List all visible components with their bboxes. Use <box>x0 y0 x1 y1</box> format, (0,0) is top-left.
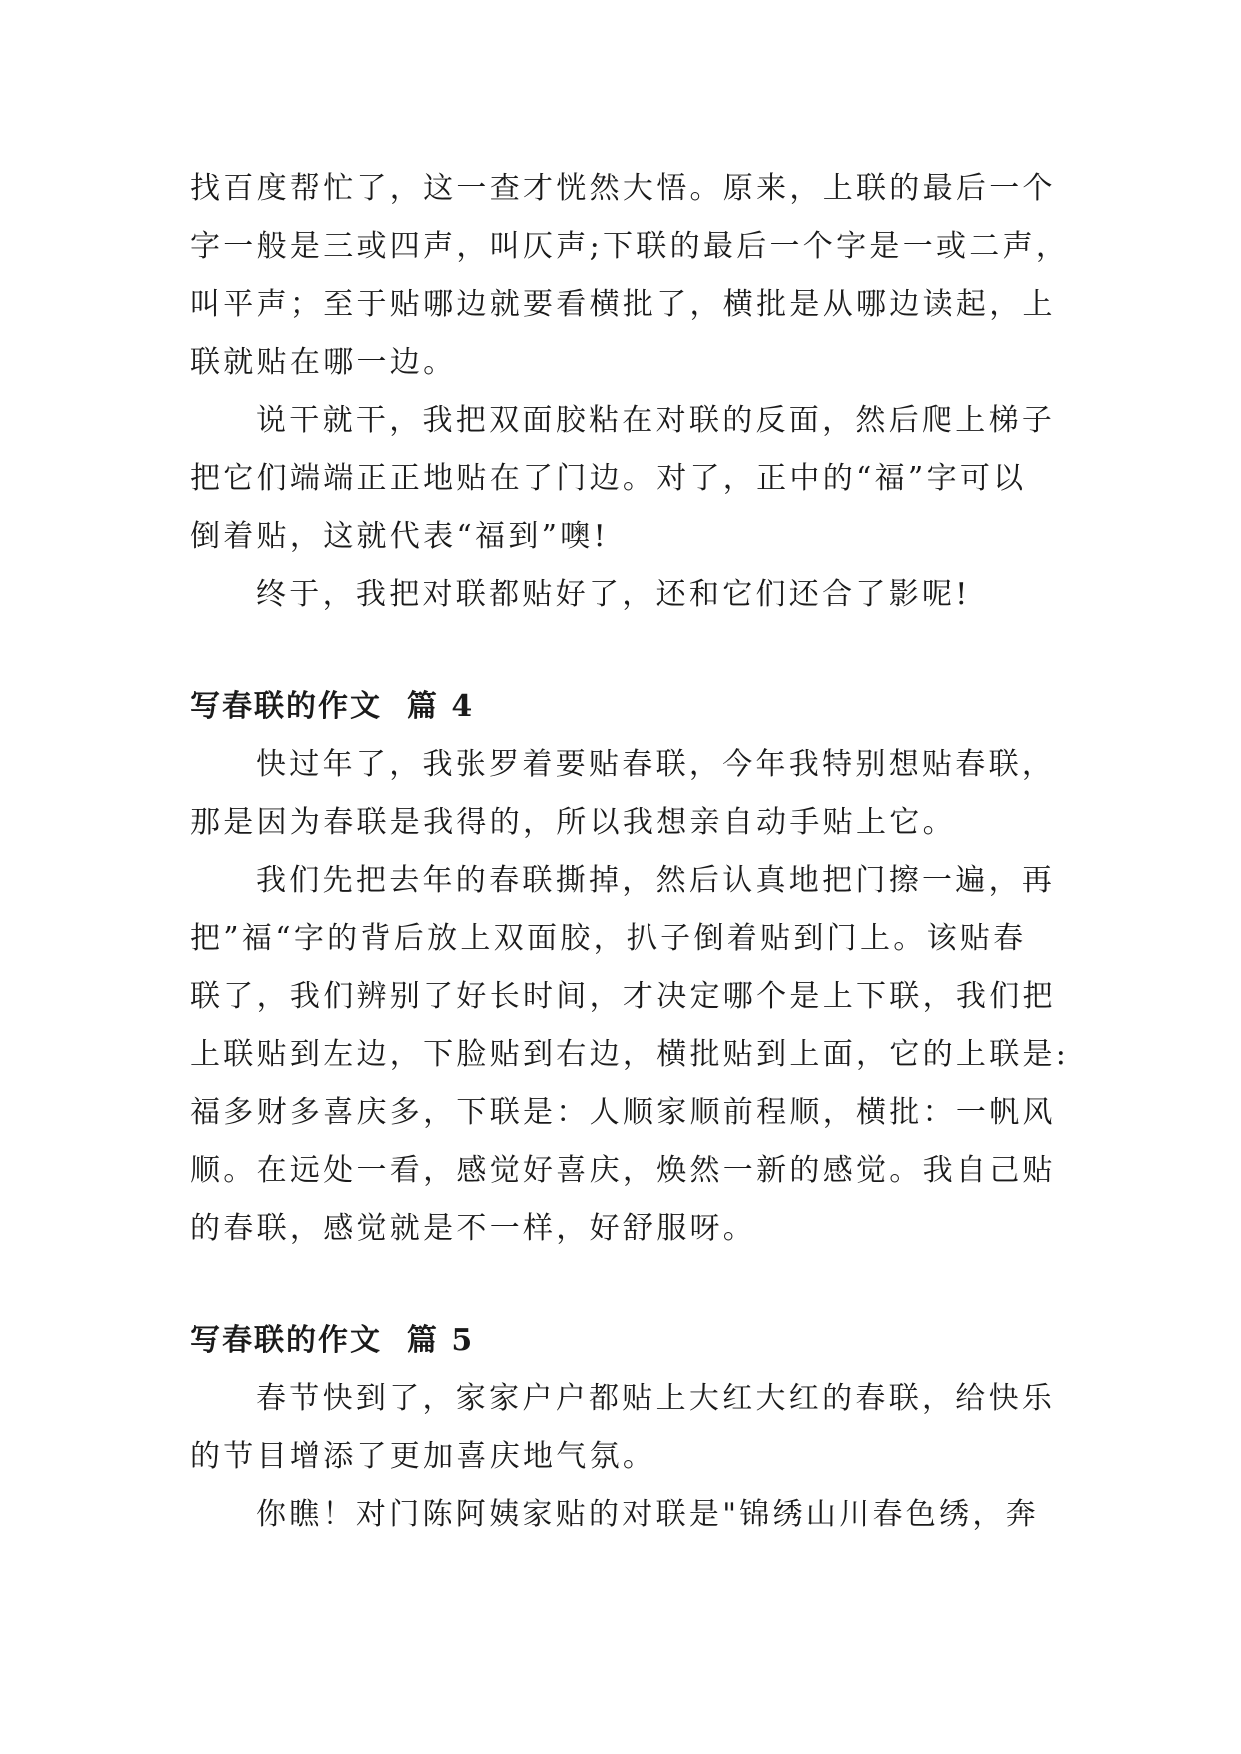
document-page <box>190 160 1070 1544</box>
text-line-indented: 终于，我把对联都贴好了，还和它们还合了影呢! <box>256 577 971 612</box>
text-line: 上联贴到左边，下脸贴到右边，横批贴到上面，它的上联是: <box>190 1037 1070 1072</box>
text-line: 顺。在远处一看，感觉好喜庆，焕然一新的感觉。我自己贴 <box>190 1153 1056 1188</box>
text-line: 那是因为春联是我得的，所以我想亲自动手贴上它。 <box>190 805 956 840</box>
paragraph <box>190 1486 1050 1544</box>
text-line-indented: 说干就干，我把双面胶粘在对联的反面，然后爬上梯子 <box>256 403 1056 438</box>
text-line: 字一般是三或四声，叫仄声;下联的最后一个字是一或二声， <box>190 229 1070 264</box>
paragraph <box>190 852 1070 1258</box>
text-line: 倒着贴，这就代表“福到”噢! <box>190 519 609 554</box>
section-spacer <box>190 624 1050 678</box>
text-line: 找百度帮忙了，这一查才恍然大悟。原来，上联的最后一个 <box>190 171 1056 206</box>
text-line: 把”福“字的背后放上双面胶，扒子倒着贴到门上。该贴春 <box>190 921 1027 956</box>
text-line-indented: 我们先把去年的春联撕掉，然后认真地把门擦一遍，再 <box>256 863 1056 898</box>
text-line: 叫平声；至于贴哪边就要看横批了，横批是从哪边读起，上 <box>190 287 1056 322</box>
text-line: 的春联，感觉就是不一样，好舒服呀。 <box>190 1211 757 1246</box>
text-line-indented: 春节快到了，家家户户都贴上大红大红的春联，给快乐 <box>256 1381 1056 1416</box>
text-line: 把它们端端正正地贴在了门边。对了，正中的“福”字可以 <box>190 461 1027 496</box>
section-heading: 写春联的作文 篇 5 <box>190 1323 475 1358</box>
text-line: 的节目增添了更加喜庆地气氛。 <box>190 1439 657 1474</box>
section-spacer <box>190 1258 1050 1312</box>
paragraph <box>190 736 1056 852</box>
text-line: 联了，我们辨别了好长时间，才决定哪个是上下联，我们把 <box>190 979 1056 1014</box>
paragraph <box>190 1370 1056 1486</box>
text-line: 福多财多喜庆多，下联是：人顺家顺前程顺，横批：一帆风 <box>190 1095 1056 1130</box>
text-line: 联就贴在哪一边。 <box>190 345 457 380</box>
section-heading: 写春联的作文 篇 4 <box>190 689 475 724</box>
text-line-indented: 快过年了，我张罗着要贴春联，今年我特别想贴春联， <box>256 747 1056 782</box>
paragraph <box>190 392 1056 566</box>
text-line-indented: 你瞧！对门陈阿姨家贴的对联是"锦绣山川春色绣，奔 <box>256 1497 1039 1532</box>
paragraph <box>190 566 1050 624</box>
paragraph-continuation <box>190 160 1070 392</box>
